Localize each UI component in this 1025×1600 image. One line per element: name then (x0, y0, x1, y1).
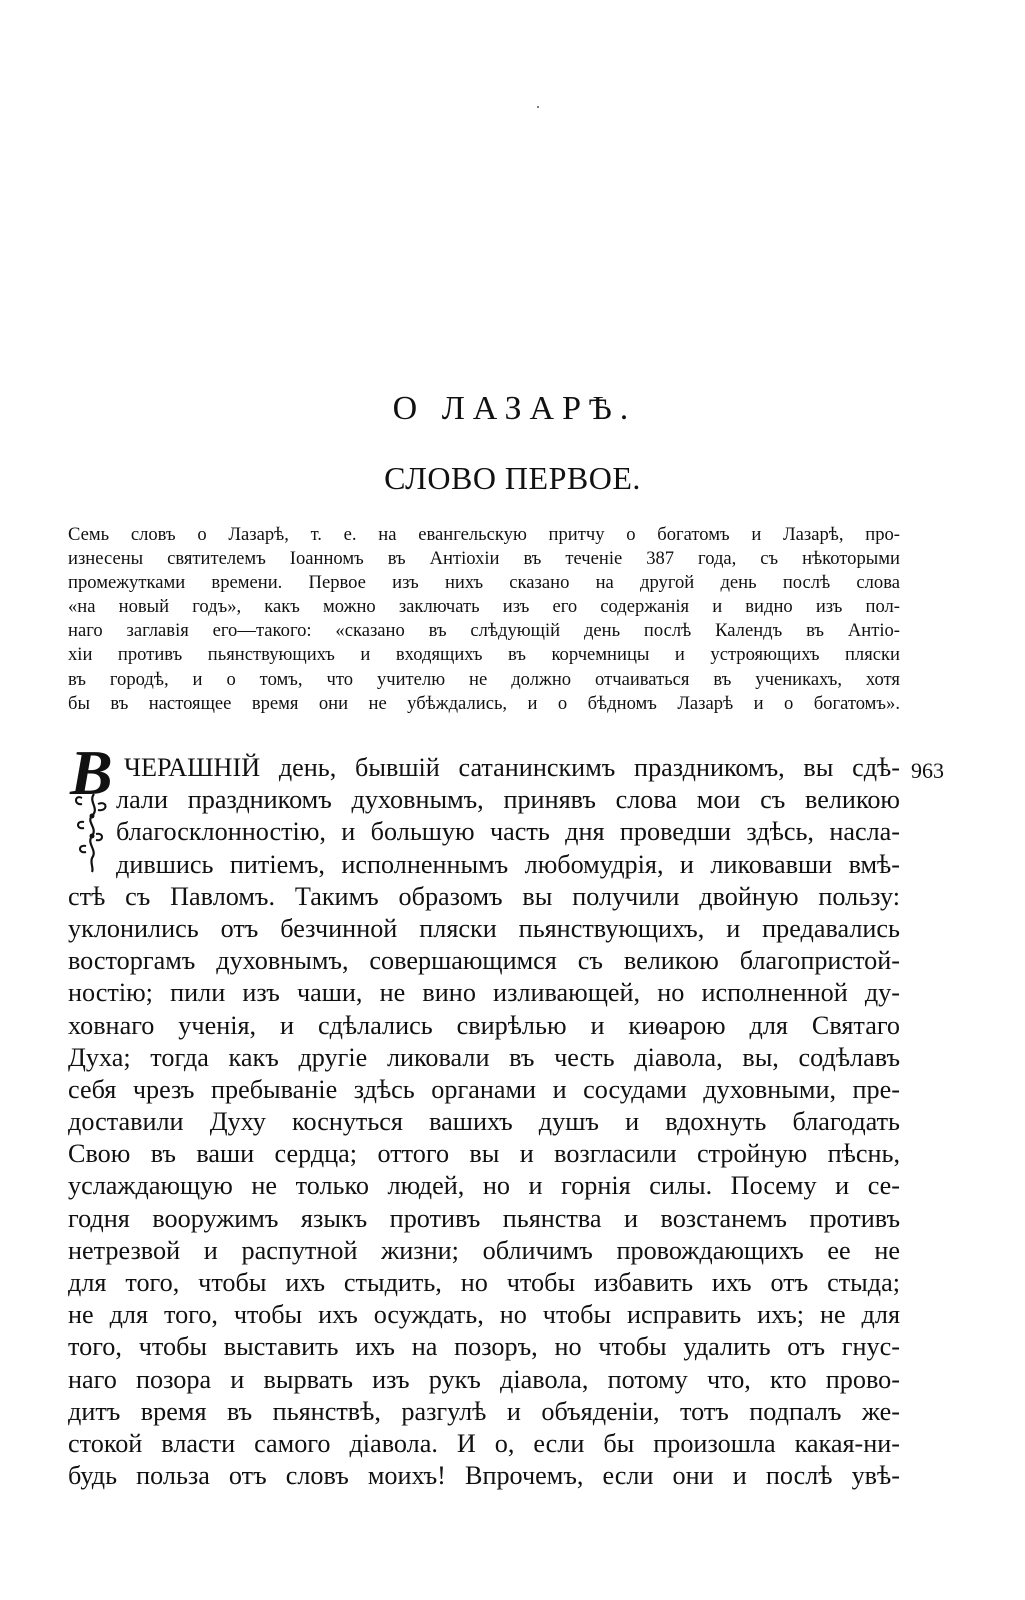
body-line: того, чтобы выставить ихъ на позоръ, но чтобы удалить отъ гнус- (68, 1332, 900, 1362)
body-line: ЧЕРАШНІЙ день, бывшій сатанинскимъ праздникомъ, вы сдѣ- (124, 753, 900, 782)
body-line: дитъ время въ пьянствѣ, разгулѣ и объяденіи, тотъ подпалъ же- (68, 1396, 900, 1426)
body-line: Духа; тогда какъ другіе ликовали въ честь діавола, вы, содѣлавъ (68, 1042, 900, 1072)
body-line: доставили Духу коснуться вашихъ душъ и вдохнуть благодать (68, 1107, 900, 1137)
drop-cap-letter: В (70, 737, 113, 808)
body-line: наго позора и вырвать изъ рукъ діавола, потому что, кто прово- (68, 1364, 900, 1394)
intro-line: наго заглавія его—такого: «сказано въ слѣдующій день послѣ Календъ въ Антіо- (68, 620, 900, 642)
body-line: уклонились отъ безчинной пляски пьянствующихъ, и предавались (68, 913, 900, 943)
body-line: для того, чтобы ихъ стыдить, но чтобы избавить ихъ отъ стыда; (68, 1268, 900, 1297)
body-line: дившись питіемъ, исполненнымъ любомудрія, и ликовавши вмѣ- (116, 849, 900, 879)
intro-line: изнесены святителемъ Іоанномъ въ Антіохіи въ теченіе 387 года, съ нѣкоторыми (68, 548, 900, 570)
intro-line: бы въ настоящее время они не убѣждались, и о бѣдномъ Лазарѣ и о богатомъ». (68, 692, 900, 714)
body-line: стокой власти самого діавола. И о, если бы произошла какая-ни- (68, 1428, 900, 1458)
body-line: благосклонностію, и большую часть дня проведши здѣсь, насла- (116, 817, 900, 847)
body-line: годня вооружимъ языкъ противъ пьянства и возстанемъ противъ (68, 1203, 900, 1233)
margin-page-number: 963 (911, 758, 944, 783)
body-line: ховнаго ученія, и сдѣлались свирѣлью и киѳарою для Святаго (68, 1010, 900, 1040)
body-line: ностію; пили изъ чаши, не вино изливающей, но исполненной ду- (68, 978, 900, 1008)
intro-line: въ городѣ, и о томъ, что учителю не должно отчаиваться въ ученикахъ, хотя (68, 668, 900, 690)
body-line: будь польза отъ словъ моихъ! Впрочемъ, если они и послѣ увѣ- (68, 1461, 900, 1491)
intro-paragraph (68, 523, 900, 716)
body-line: не для того, чтобы ихъ осуждать, но чтобы исправить ихъ; не для (68, 1300, 900, 1330)
intro-line: хіи противъ пьянствующихъ и входящихъ въ корчемницы и устрояющихъ пляски (68, 644, 900, 666)
body-line: восторгамъ духовнымъ, совершающимся съ великою благопристой- (68, 946, 900, 976)
body-line: услаждающую не только людей, но и горнія силы. Посему и се- (68, 1171, 900, 1201)
page-title: О ЛАЗАРѢ. (392, 390, 637, 427)
intro-line: промежутками времени. Первое изъ нихъ сказано на другой день послѣ слова (68, 572, 900, 594)
body-line: Свою въ ваши сердца; оттого вы и возгласили стройную пѣснь, (68, 1139, 900, 1169)
page-subtitle: СЛОВО ПЕРВОЕ. (384, 460, 641, 496)
intro-line: Семь словъ о Лазарѣ, т. е. на евангельскую притчу о богатомъ и Лазарѣ, про- (68, 524, 900, 545)
page-speck (537, 106, 539, 108)
body-line: лали праздникомъ духовнымъ, принявъ слова мои съ великою (116, 785, 900, 815)
body-text (68, 752, 900, 1492)
intro-line: «на новый годъ», какъ можно заключать изъ его содержанія и видно изъ пол- (68, 596, 900, 618)
body-line: себя чрезъ пребываніе здѣсь органами и сосудами духовными, пре- (68, 1074, 900, 1104)
body-line: стѣ съ Павломъ. Такимъ образомъ вы получили двойную пользу: (68, 881, 900, 911)
body-line: нетрезвой и распутной жизни; обличимъ провождающихъ ее не (68, 1235, 900, 1265)
